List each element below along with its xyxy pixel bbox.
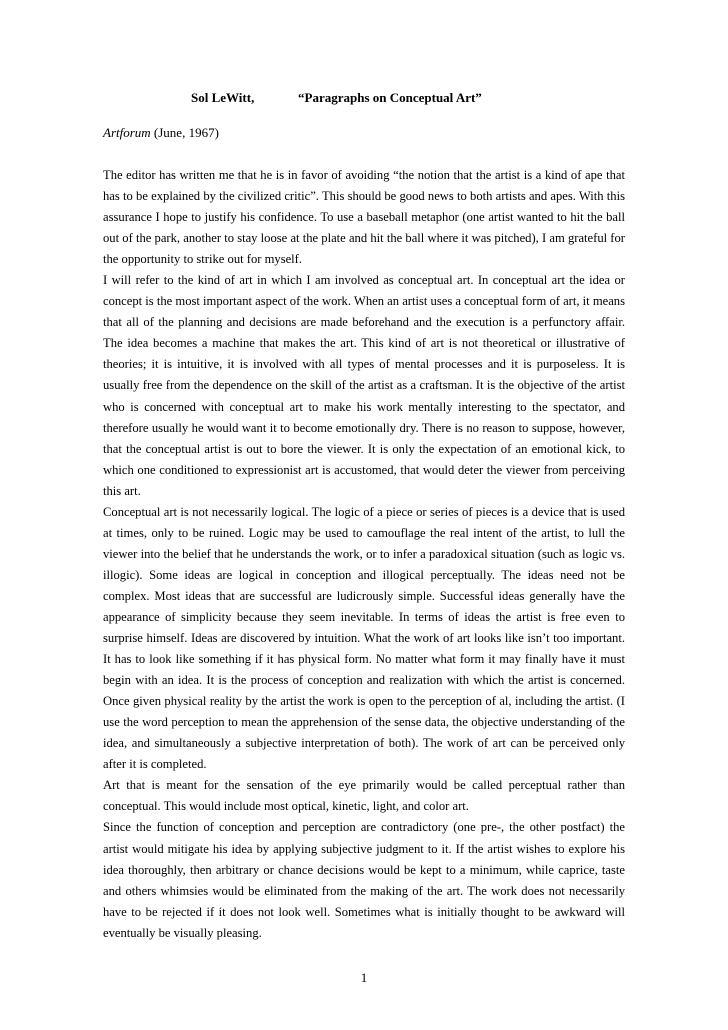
article-title: “Paragraphs on Conceptual Art” [298, 90, 482, 105]
page-number: 1 [360, 970, 368, 985]
paragraph-1: The editor has written me that he is in favor of avoiding “the notion that the artist is a kind of ape that has to be explained by the civilized critic”. This should be good news to both artists and apes. With this assurance I hope to justify his confidence. To use a baseball metaphor (one artist wanted to hit the ball out of the park, another to stay loose at the plate and hit the ball where it was pitched), I am grateful for the opportunity to strike out for myself. [103, 168, 625, 267]
journal-name: Artforum [103, 125, 151, 140]
author-name: Sol LeWitt, [191, 90, 255, 105]
paragraph-2: I will refer to the kind of art in which I am involved as conceptual art. In conceptual art the idea or concept is the most important aspect of the work. When an artist uses a conceptual form of art, it means that all of the planning and decisions are made beforehand and the execution is a perfunctory affair. The idea becomes a machine that makes the art. This kind of art is not theoretical or illustrative of theories; it is intuitive, it is involved with all types of mental processes and it is purposeless. It is usually free from the dependence on the skill of the artist as a craftsman. It is the objective of the artist who is concerned with conceptual art to make his work mentally interesting to the spectator, and therefore usually he would want it to become emotionally dry. There is no reason to suppose, however, that the conceptual artist is out to bore the viewer. It is only the expectation of an emotional kick, to which one conditioned to expressionist art is accustomed, that would deter the viewer from perceiving this art. [103, 273, 625, 498]
paragraph-3: Conceptual art is not necessarily logical. The logic of a piece or series of pieces is a device that is used at times, only to be ruined. Logic may be used to camouflage the real intent of the artist, to lull the viewer into the belief that he understands the work, or to infer a paradoxical situation (such as logic vs. illogic). Some ideas are logical in conception and illogical perceptually. The ideas need not be complex. Most ideas that are successful are ludicrously simple. Successful ideas generally have the appearance of simplicity because they seem inevitable. In terms of ideas the artist is free even to surprise himself. Ideas are discovered by intuition. What the work of art looks like isn’t too important. It has to look like something if it has physical form. No matter what form it may finally have it must begin with an idea. It is the process of conception and realization with which the artist is concerned. Once given physical reality by the artist the work is open to the perception of al, including the artist. (I use the word perception to mean the apprehension of the sense data, the objective understanding of the idea, and simultaneously a subjective interpretation of both). The work of art can be perceived only after it is completed. [103, 504, 625, 772]
document-header [0, 90, 728, 110]
publication-source [103, 125, 219, 141]
paragraph-5: Since the function of conception and perception are contradictory (one pre-, the other postfact) the artist would mitigate his idea by applying subjective judgment to it. If the artist wishes to explore his idea thoroughly, then arbitrary or chance decisions would be kept to a minimum, while caprice, taste and others whimsies would be eliminated from the making of the art. The work does not necessarily have to be rejected if it does not look well. Sometimes what is initially thought to be awkward will eventually be visually pleasing. [103, 820, 625, 940]
publication-date: (June, 1967) [150, 125, 219, 140]
article-body [103, 165, 625, 944]
paragraph-4: Art that is meant for the sensation of the eye primarily would be called perceptual rather than conceptual. This would include most optical, kinetic, light, and color art. [103, 778, 625, 814]
